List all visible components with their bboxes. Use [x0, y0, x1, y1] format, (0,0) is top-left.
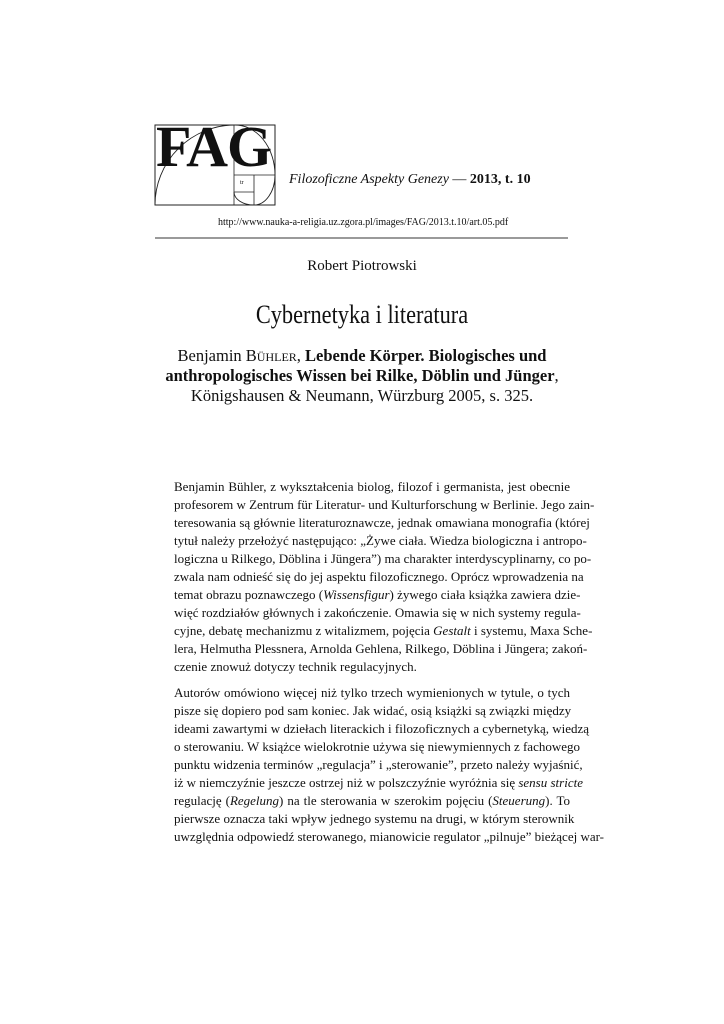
italic-term: sensu stricte — [518, 775, 583, 790]
logo-text: FAG — [156, 114, 272, 179]
book-author-first: Benjamin B — [177, 346, 257, 365]
article-title: Cybernetyka i literatura — [255, 300, 469, 329]
text-segment: w — [174, 605, 184, 620]
text-line — [154, 586, 581, 604]
italic-term: Steuerung — [492, 793, 546, 808]
journal-volume: 2013, t. 10 — [469, 172, 531, 187]
italic-term: Regelung — [229, 793, 280, 808]
paragraph-2 — [154, 684, 605, 846]
text-line — [154, 622, 593, 640]
text-segment: temat obrazu poznawczego ( — [174, 587, 324, 602]
text-line: logiczna u Rilkego, Döblina i Jüngera”) ma charakter interdyscyplinarny, co po- — [174, 551, 592, 566]
text-line: Benjamin Bühler, z wykształcenia biolog, filozof i germanista, jest obecnie — [174, 479, 570, 494]
italic-term: Wissensfigur — [323, 587, 390, 602]
text-line: teresowania są głównie literaturoznawcze, jednak omawiana monografia (której — [174, 515, 590, 530]
comma-1: , — [296, 346, 306, 365]
text-line: zwala nam odnieść się do jej aspektu filozoficznego. Oprócz wprowadzenia na — [174, 569, 584, 584]
journal-citation — [289, 172, 531, 188]
paragraph-1 — [154, 478, 595, 676]
article-url[interactable]: http://www.nauka-a-religia.uz.zgora.pl/images/FAG/2013.t.10/art.05.pdf — [218, 217, 509, 228]
book-title-line-2: anthropologisches Wissen bei Rilke, Döblin und Jünger — [165, 366, 555, 385]
article-author: Robert Piotrowski — [307, 258, 417, 274]
reviewed-book — [150, 346, 574, 406]
text-line: profesorem w Zentrum für Literatur- und Kulturforschung w Berlinie. Jego zain- — [174, 497, 595, 512]
text-segment: ) żywego ciała książka zawiera dzie- — [389, 587, 581, 602]
text-line: ideami zawartymi w dziełach literackich i filozoficznych a cybernetyką, wiedzą — [174, 721, 590, 736]
journal-name: Filozoficzne Aspekty Genezy — [289, 172, 449, 187]
book-publisher: Königshausen & Neumann, Würzburg 2005, s. 325. — [190, 386, 534, 405]
header-divider — [155, 237, 568, 239]
text-segment: i systemu, Maxa Sche- — [470, 623, 593, 638]
text-line — [154, 774, 583, 792]
article-body — [154, 478, 605, 846]
text-line: punktu widzenia terminów „regulacja” i „sterowanie”, przeto należy wyjaśnić, — [174, 757, 583, 772]
text-line — [154, 604, 581, 622]
text-line: pierwsze oznacza taki wpływ jednego systemu na drugi, w którym sterownik — [174, 811, 575, 826]
book-author-rest: ühler — [256, 346, 297, 365]
text-line: pisze się dopiero pod sam koniec. Jak widać, osią książki są związki między — [174, 703, 572, 718]
text-segment: ) na tle sterowania w szerokim pojęciu ( — [279, 793, 493, 808]
text-line: czenie znowuż dotyczy technik regulacyjnych. — [174, 659, 417, 674]
text-segment: cyjne, debatę mechanizmu z witalizmem, pojęcia — [174, 623, 434, 638]
text-line: lera, Helmutha Plessnera, Arnolda Gehlena, Rilkego, Döblina i Jüngera; zakoń- — [174, 641, 588, 656]
journal-logo — [154, 114, 276, 208]
comma-2: , — [554, 366, 559, 385]
text-line — [154, 792, 570, 810]
text-segment: ięć rozdziałów głównych i zakończenie. Omawia się w nich systemy regula- — [183, 605, 581, 620]
book-title-line-1: Lebende Körper. Biologisches und — [305, 346, 547, 365]
journal-separator: — — [448, 172, 470, 187]
logo-small-text: tr — [240, 180, 244, 186]
text-line: uwzględnia odpowiedź sterowanego, mianowicie regulator „pilnuje” bieżącej war- — [174, 829, 605, 844]
text-line: tytuł należy przełożyć następująco: „Żywe ciała. Wiedza biologiczna i antropo- — [174, 533, 587, 548]
text-segment: iż w niemczyźnie jeszcze ostrzej niż w polszczyźnie wyróżnia się — [174, 775, 519, 790]
text-line: o sterowaniu. W książce wielokrotnie używa się niewymiennych z fachowego — [174, 739, 580, 754]
text-line: Autorów omówiono więcej niż tylko trzech wymienionych w tytule, o tych — [174, 685, 570, 700]
text-segment: regulację ( — [174, 793, 230, 808]
italic-term: Gestalt — [433, 623, 471, 638]
text-segment: ). To — [545, 793, 570, 808]
